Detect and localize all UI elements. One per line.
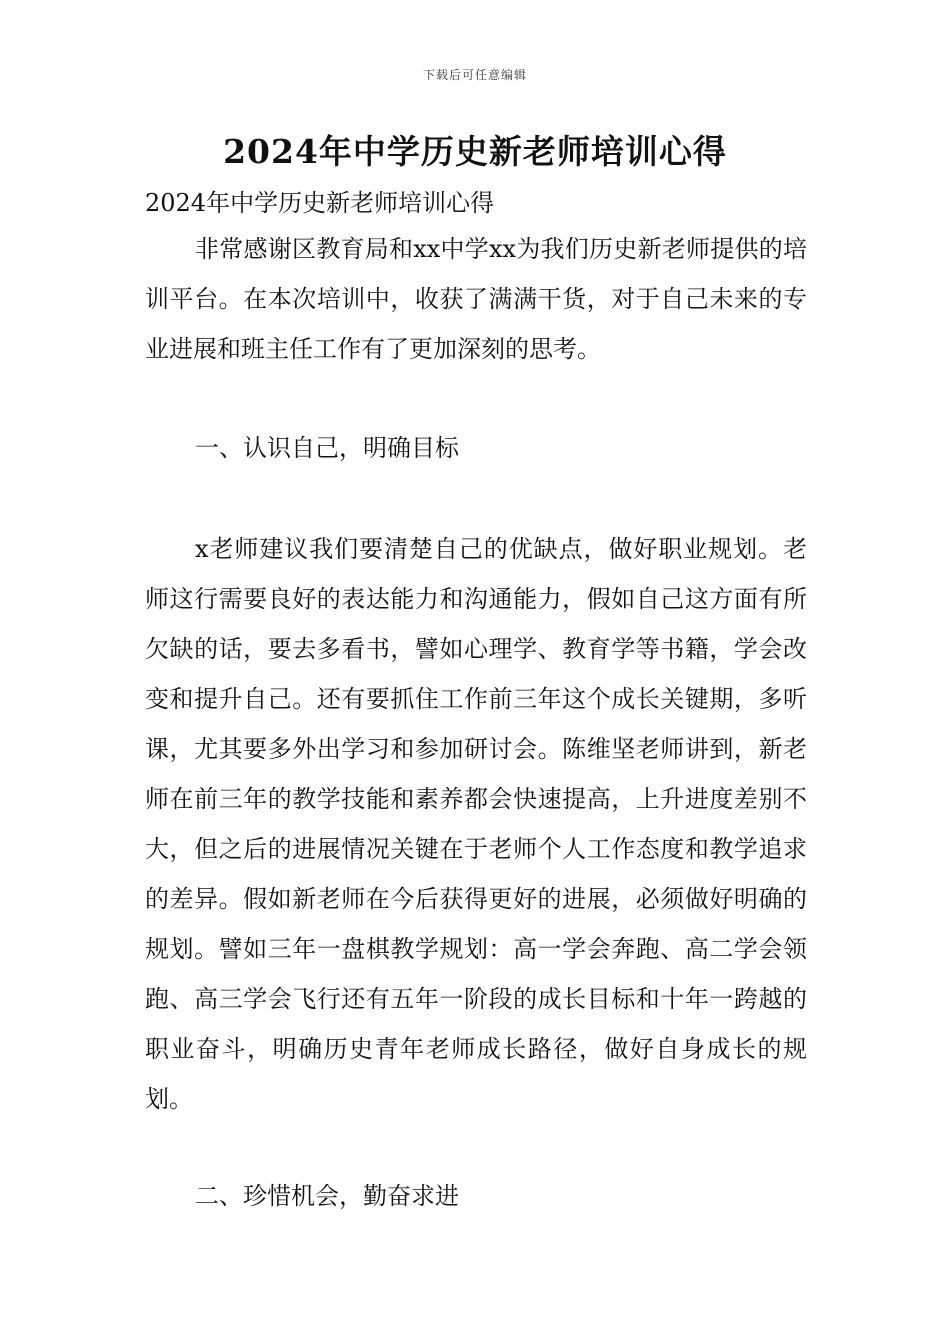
section-1-heading: 一、认识自己，明确目标	[195, 434, 459, 462]
section-2-heading: 二、珍惜机会，勤奋求进	[195, 1182, 459, 1210]
page-subtitle: 2024年中学历史新老师培训心得	[145, 189, 495, 217]
section-1-paragraph: x老师建议我们要清楚自己的优缺点，做好职业规划。老师这行需要良好的表达能力和沟通能力，假如自己这方面有所欠缺的话，要去多看书，譬如心理学、教育学等书籍，学会改变和提升自己。还有要抓住工作前三年这个成长关键期，多听课，尤其要多外出学习和参加研讨会。陈维坚老师讲到，新老师在前三年的教学技能和素养都会快速提高，上升进度差别不大，但之后的进展情况关键在于老师个人工作态度和教学追求的差异。假如新老师在今后获得更好的进展，必须做好明确的规划。譬如三年一盘棋教学规划：高一学会奔跑、高二学会领跑、高三学会飞行还有五年一阶段的成长目标和十年一跨越的职业奋斗，明确历史青年老师成长路径，做好自身成长的规划。	[145, 535, 807, 1113]
header-note: 下载后可任意编辑	[422, 68, 527, 82]
intro-paragraph: 非常感谢区教育局和xx中学xx为我们历史新老师提供的培训平台。在本次培训中，收获了满满干货，对于自己未来的专业进展和班主任工作有了更加深刻的思考。	[145, 235, 807, 363]
page-title: 2024年中学历史新老师培训心得	[223, 132, 727, 171]
